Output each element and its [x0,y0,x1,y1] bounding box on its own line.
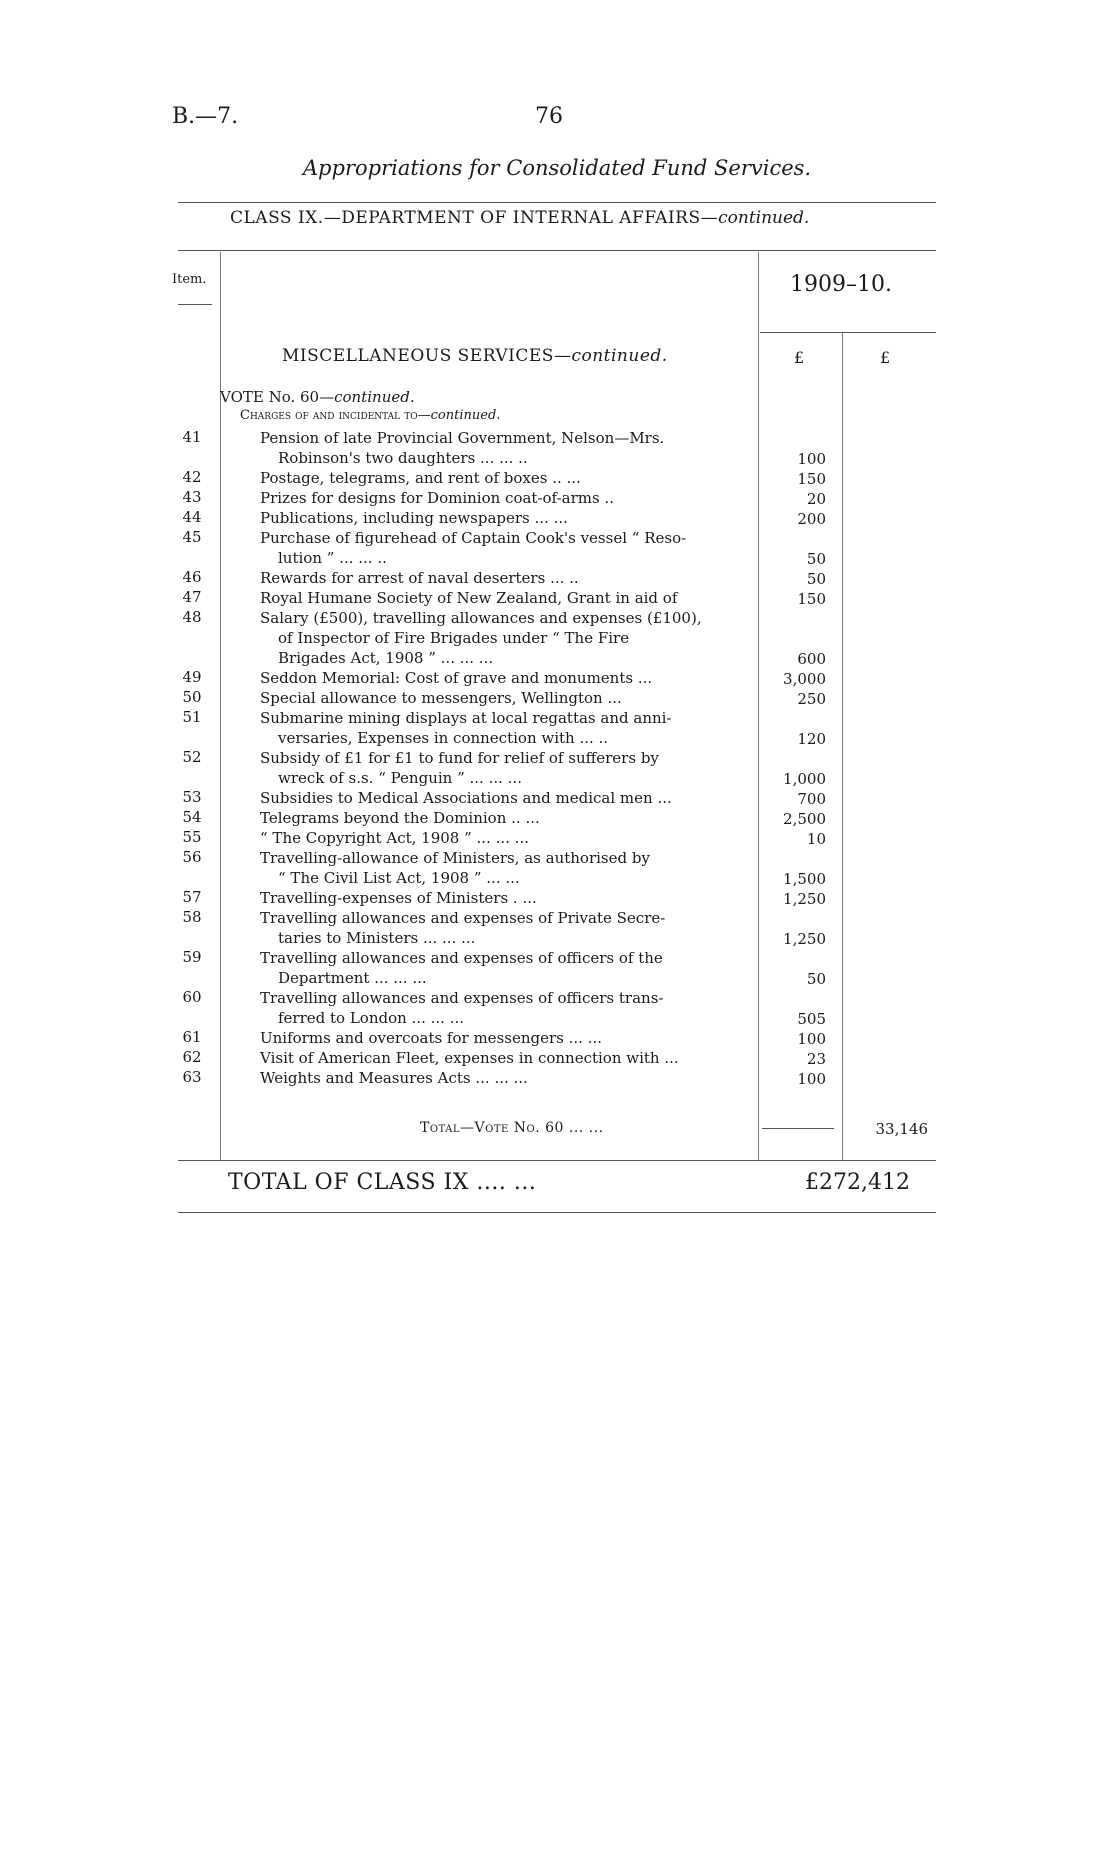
description-line1: Weights and Measures Acts ... ... ... [260,1069,528,1087]
item-amount: 700 [797,790,826,808]
currency-symbol-col1: £ [794,348,805,367]
item-description [260,508,742,528]
item-description [260,688,742,708]
total-vote-label: Total—Vote No. 60 ... ... [420,1120,604,1136]
item-description [260,668,742,688]
table-row [0,708,1114,748]
item-description [260,848,742,888]
item-description [260,588,742,608]
item-header-underline [178,304,212,305]
item-amount: 600 [797,650,826,668]
item-amount: 2,500 [783,810,826,828]
document-reference: B.—7. [172,104,239,129]
table-row [0,988,1114,1028]
item-amount: 3,000 [783,670,826,688]
description-line1: Travelling allowances and expenses of officers of the [260,949,663,967]
item-amount: 250 [797,690,826,708]
item-number: 45 [182,528,202,546]
description-line1: Postage, telegrams, and rent of boxes .. ... [260,469,581,487]
item-description [260,488,742,508]
table-row [0,1028,1114,1048]
description-line2: ferred to London ... ... ... [278,1009,465,1027]
description-line1: Salary (£500), travelling allowances and expenses (£100), [260,609,702,627]
item-number: 44 [182,508,202,526]
final-rule [178,1212,936,1213]
year-header-rule [760,332,936,333]
item-number: 43 [182,488,202,506]
item-column-header: Item. [172,272,207,287]
item-number: 42 [182,468,202,486]
item-number: 51 [182,708,202,726]
item-number: 46 [182,568,202,586]
item-amount: 1,250 [783,930,826,948]
description-line2: taries to Ministers ... ... ... [278,929,476,947]
table-row [0,528,1114,568]
table-row [0,828,1114,848]
description-line1: Travelling-allowance of Ministers, as authorised by [260,849,650,867]
class-heading-suffix: continued. [718,208,810,228]
description-line1: Royal Humane Society of New Zealand, Grant in aid of [260,589,678,607]
section-heading-suffix: continued. [571,346,668,366]
description-line2: lution ” ... ... .. [278,549,387,567]
subtotal-rule [762,1128,834,1129]
page-title: Appropriations for Consolidated Fund Services. [302,156,812,180]
item-description [260,708,742,748]
item-description [260,748,742,788]
item-number: 47 [182,588,202,606]
description-line3: Brigades Act, 1908 ” ... ... ... [278,649,494,667]
item-amount: 120 [797,730,826,748]
item-number: 52 [182,748,202,766]
table-row [0,608,1114,668]
page-number: 76 [535,104,563,129]
item-number: 56 [182,848,202,866]
item-description [260,568,742,588]
item-number: 49 [182,668,202,686]
description-line1: Rewards for arrest of naval deserters ... .. [260,569,579,587]
table-bottom-rule [178,1160,936,1161]
description-line1: “ The Copyright Act, 1908 ” ... ... ... [260,829,529,847]
description-line1: Submarine mining displays at local regattas and anni- [260,709,672,727]
description-line1: Purchase of figurehead of Captain Cook's vessel “ Reso- [260,529,687,547]
description-line2: wreck of s.s. “ Penguin ” ... ... ... [278,769,522,787]
item-description [260,948,742,988]
item-amount: 10 [806,830,826,848]
item-amount: 100 [797,1030,826,1048]
item-number: 63 [182,1068,202,1086]
description-line1: Travelling allowances and expenses of Private Secre- [260,909,666,927]
appropriation-rows [0,428,1114,1088]
item-amount: 100 [797,450,826,468]
item-description [260,1028,742,1048]
table-row [0,948,1114,988]
item-description [260,828,742,848]
item-description [260,788,742,808]
item-description [260,1048,742,1068]
description-line1: Publications, including newspapers ... ... [260,509,568,527]
item-amount: 20 [806,490,826,508]
class-heading [230,208,809,228]
table-row [0,1048,1114,1068]
table-row [0,688,1114,708]
class-heading-text: CLASS IX.—DEPARTMENT OF INTERNAL AFFAIRS— [230,208,719,228]
table-row [0,428,1114,468]
item-number: 50 [182,688,202,706]
table-row [0,748,1114,788]
description-line2: versaries, Expenses in connection with ... .. [278,729,609,747]
item-description [260,468,742,488]
item-amount: 100 [797,1070,826,1088]
section-heading-text: MISCELLANEOUS SERVICES— [282,346,572,366]
table-row [0,508,1114,528]
grand-total-amount: £272,412 [805,1170,910,1195]
item-number: 60 [182,988,202,1006]
item-amount: 1,000 [783,770,826,788]
item-amount: 200 [797,510,826,528]
description-line1: Seddon Memorial: Cost of grave and monuments ... [260,669,653,687]
table-row [0,908,1114,948]
table-top-rule [178,250,936,251]
description-line1: Subsidy of £1 for £1 to fund for relief of sufferers by [260,749,659,767]
item-description [260,908,742,948]
item-number: 41 [182,428,202,446]
item-number: 58 [182,908,202,926]
grand-total-label: TOTAL OF CLASS IX .... ... [228,1170,537,1195]
table-row [0,1068,1114,1088]
item-description [260,428,742,468]
description-line1: Travelling allowances and expenses of officers trans- [260,989,664,1007]
table-row [0,668,1114,688]
item-description [260,528,742,568]
item-number: 53 [182,788,202,806]
description-line1: Special allowance to messengers, Wellington ... [260,689,622,707]
item-amount: 1,250 [783,890,826,908]
item-number: 57 [182,888,202,906]
item-description [260,988,742,1028]
description-line1: Telegrams beyond the Dominion .. ... [260,809,540,827]
item-amount: 505 [797,1010,826,1028]
description-line1: Uniforms and overcoats for messengers ... ... [260,1029,602,1047]
item-description [260,888,742,908]
item-description [260,808,742,828]
table-row [0,568,1114,588]
item-amount: 23 [806,1050,826,1068]
description-line2: Department ... ... ... [278,969,427,987]
item-description [260,1068,742,1088]
item-amount: 50 [806,970,826,988]
item-number: 55 [182,828,202,846]
description-line2: “ The Civil List Act, 1908 ” ... ... [278,869,520,887]
charges-heading-text: Charges of and incidental to— [240,408,431,423]
item-number: 48 [182,608,202,626]
item-amount: 1,500 [783,870,826,888]
currency-symbol-col2: £ [880,348,891,367]
item-amount: 50 [806,570,826,588]
item-amount: 50 [806,550,826,568]
table-row [0,808,1114,828]
item-amount: 150 [797,590,826,608]
item-number: 59 [182,948,202,966]
table-row [0,848,1114,888]
section-heading [282,346,668,366]
item-description [260,608,742,668]
vote-heading-suffix: continued. [334,388,415,406]
item-amount: 150 [797,470,826,488]
description-line1: Subsidies to Medical Associations and medical men ... [260,789,672,807]
table-row [0,788,1114,808]
table-row [0,888,1114,908]
title-rule [178,202,936,203]
description-line1: Travelling-expenses of Ministers . ... [260,889,537,907]
description-line1: Visit of American Fleet, expenses in connection with ... [260,1049,679,1067]
description-line1: Prizes for designs for Dominion coat-of-arms .. [260,489,614,507]
charges-heading-suffix: continued. [430,408,501,423]
description-line2: of Inspector of Fire Brigades under “ The Fire [278,629,630,647]
description-line1: Pension of late Provincial Government, Nelson—Mrs. [260,429,665,447]
vote-heading [220,388,415,406]
item-number: 61 [182,1028,202,1046]
year-column-header: 1909–10. [790,272,892,297]
charges-heading [240,408,500,423]
description-line2: Robinson's two daughters ... ... .. [278,449,528,467]
table-row [0,488,1114,508]
item-number: 54 [182,808,202,826]
total-vote-amount: 33,146 [875,1120,928,1138]
table-row [0,588,1114,608]
table-row [0,468,1114,488]
vote-heading-text: VOTE No. 60— [220,388,335,406]
item-number: 62 [182,1048,202,1066]
